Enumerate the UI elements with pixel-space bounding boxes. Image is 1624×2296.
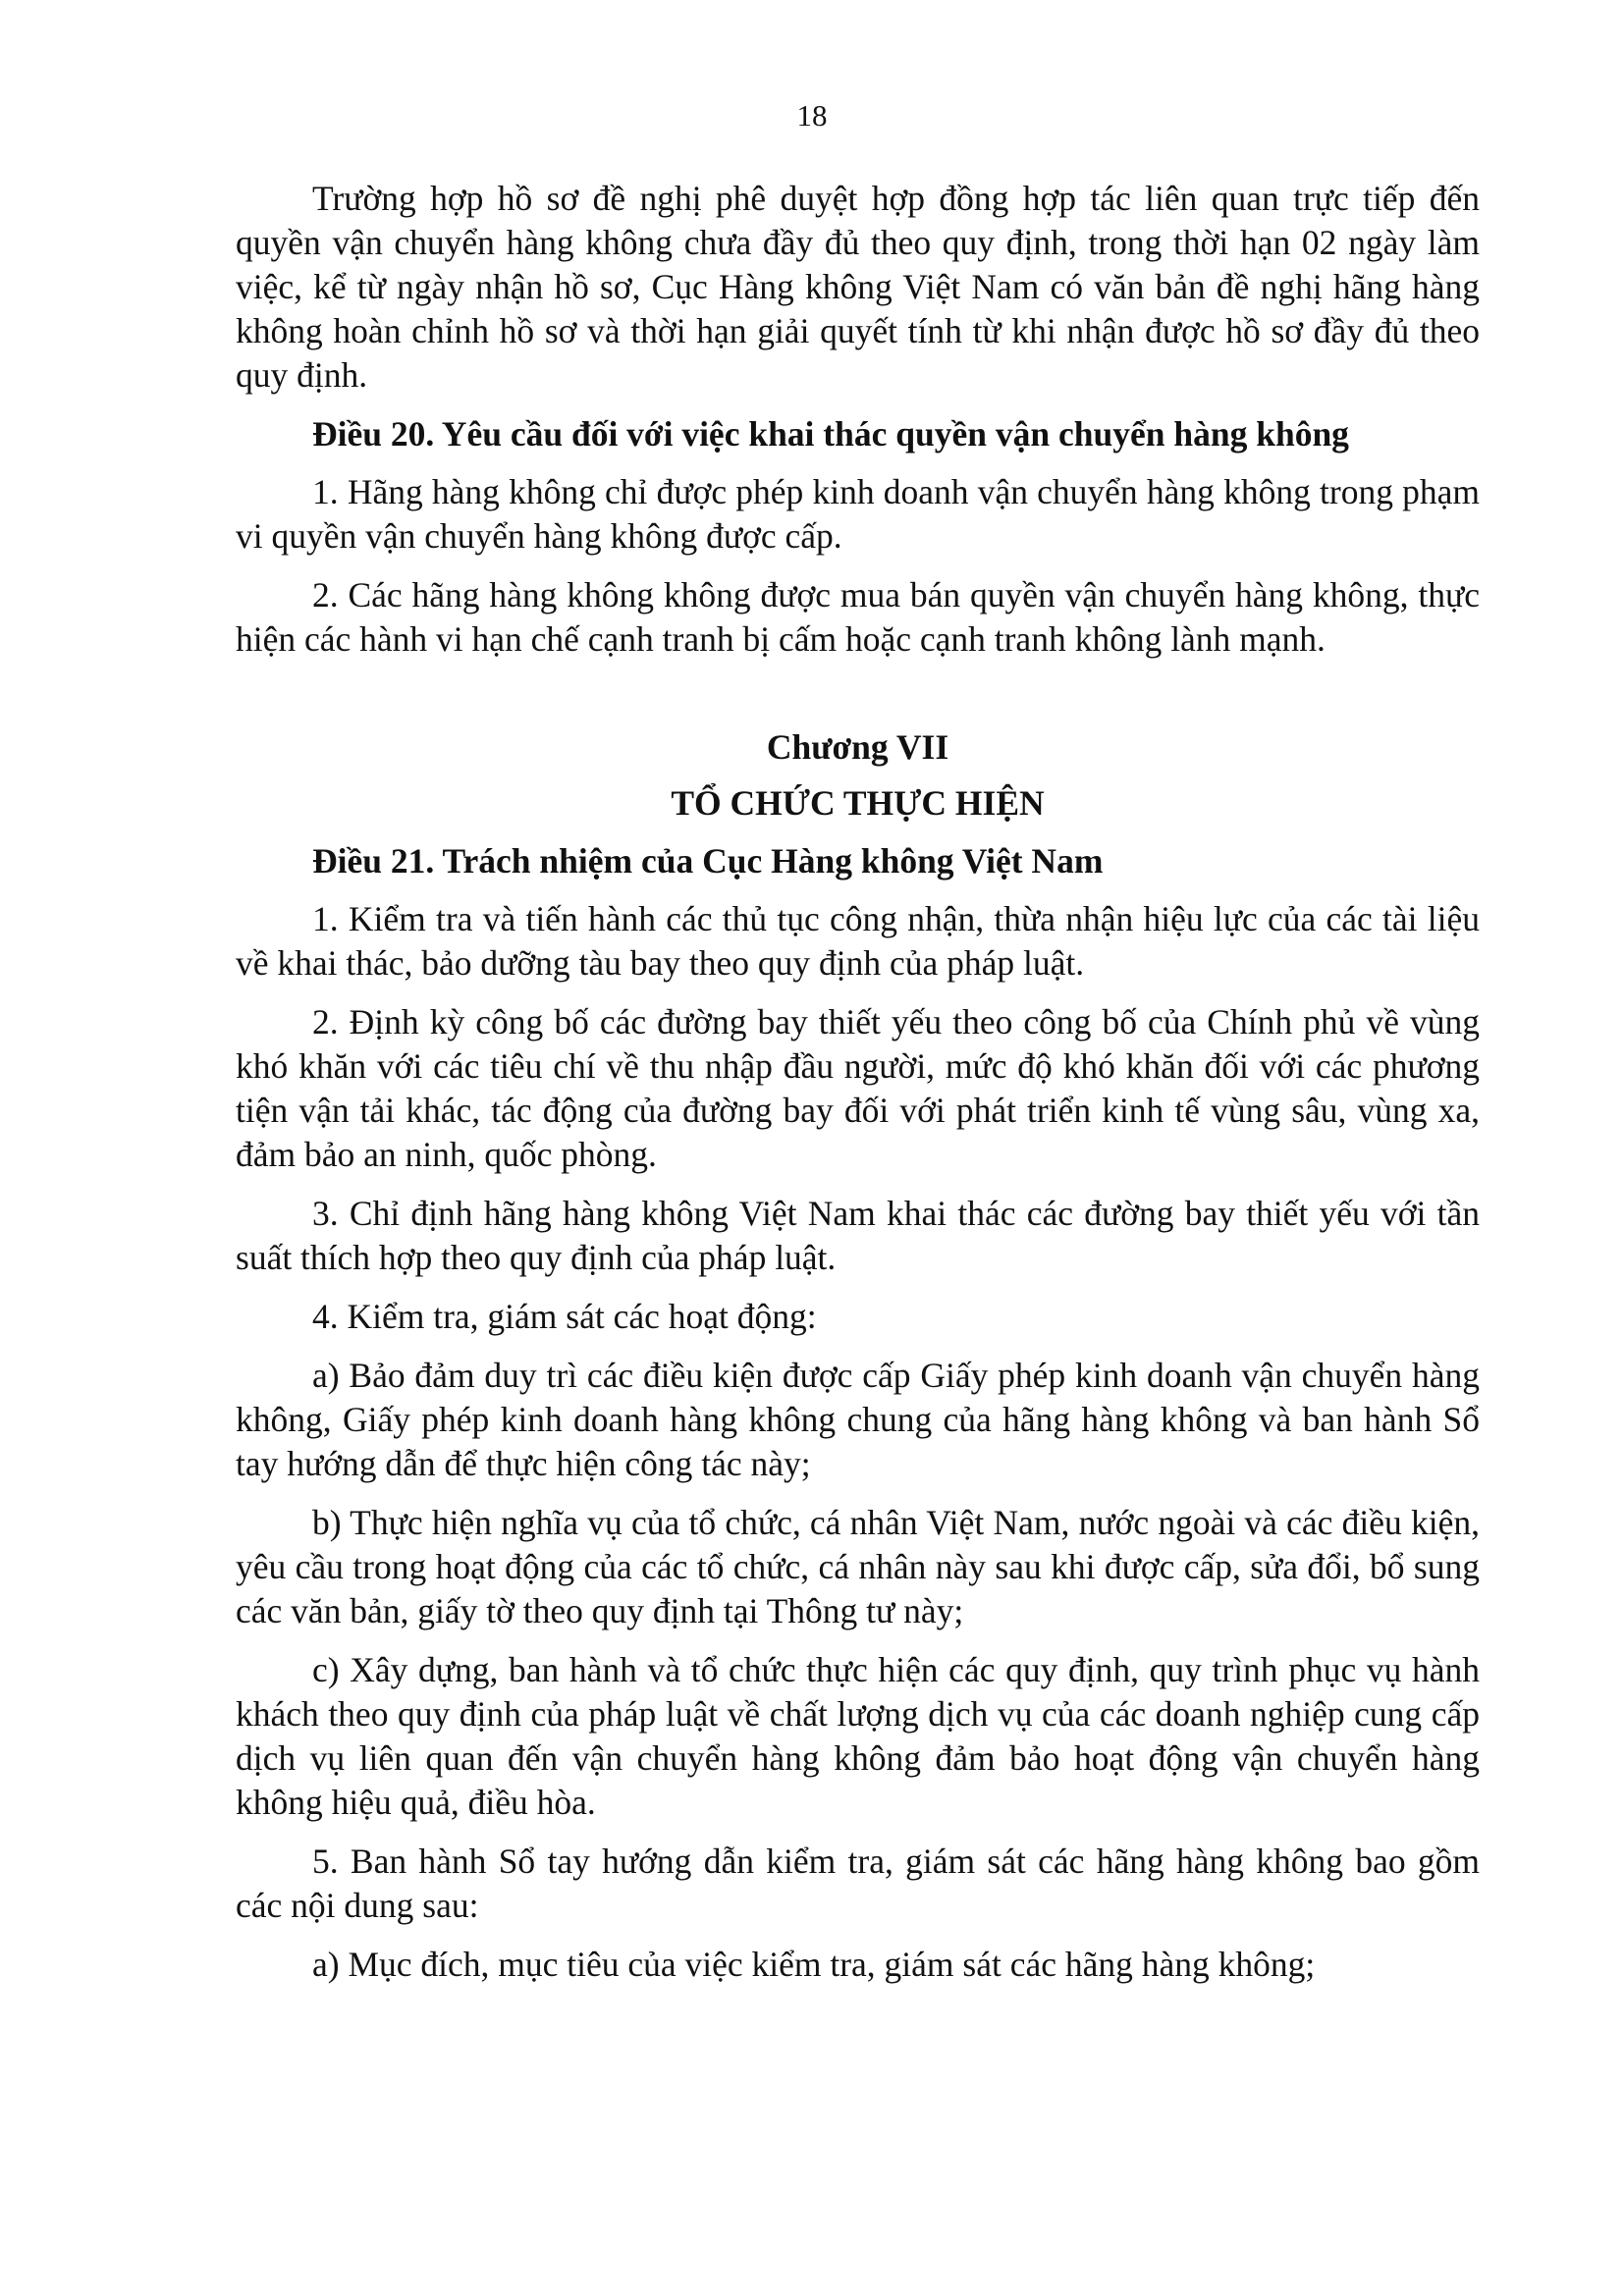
- page-number: 18: [796, 98, 828, 133]
- article-21-clause-5a: a) Mục đích, mục tiêu của việc kiểm tra, giám sát các hãng hàng không;: [312, 1945, 1316, 1984]
- article-21-clause-4a: a) Bảo đảm duy trì các điều kiện được cấp Giấy phép kinh doanh vận chuyển hàng không, Giấy phép kinh doanh hàng không chung của hãng hàng không và ban hành Sổ tay hướng dẫn để thực hiện công tác này;: [236, 1356, 1480, 1483]
- article-21-clause-4: 4. Kiểm tra, giám sát các hoạt động:: [312, 1297, 817, 1336]
- article-20-clause-2: 2. Các hãng hàng không không được mua bán quyền vận chuyển hàng không, thực hiện các hành vi hạn chế cạnh tranh bị cấm hoặc cạnh tranh không lành mạnh.: [236, 575, 1480, 659]
- article-21-clause-1: 1. Kiểm tra và tiến hành các thủ tục công nhận, thừa nhận hiệu lực của các tài liệu về khai thác, bảo dưỡng tàu bay theo quy định của pháp luật.: [236, 899, 1480, 983]
- article-20-heading: Điều 20. Yêu cầu đối với việc khai thác quyền vận chuyển hàng không: [312, 414, 1349, 454]
- paragraph-incomplete-dossier: Trường hợp hồ sơ đề nghị phê duyệt hợp đồng hợp tác liên quan trực tiếp đến quyền vận chuyển hàng không chưa đầy đủ theo quy định, trong thời hạn 02 ngày làm việc, kể từ ngày nhận hồ sơ, Cục Hàng không Việt Nam có văn bản đề nghị hãng hàng không hoàn chỉnh hồ sơ và thời hạn giải quyết tính từ khi nhận được hồ sơ đầy đủ theo quy định.: [236, 179, 1480, 395]
- article-21-clause-4b: b) Thực hiện nghĩa vụ của tổ chức, cá nhân Việt Nam, nước ngoài và các điều kiện, yêu cầu trong hoạt động của các tổ chức, cá nhân này sau khi được cấp, sửa đổi, bổ sung các văn bản, giấy tờ theo quy định tại Thông tư này;: [236, 1503, 1480, 1630]
- chapter-title: TỔ CHỨC THỰC HIỆN: [671, 783, 1045, 823]
- article-21-clause-4c: c) Xây dựng, ban hành và tổ chức thực hiện các quy định, quy trình phục vụ hành khách theo quy định của pháp luật về chất lượng dịch vụ của các doanh nghiệp cung cấp dịch vụ liên quan đến vận chuyển hàng không đảm bảo hoạt động vận chuyển hàng không hiệu quả, điều hòa.: [236, 1650, 1480, 1822]
- chapter-number: Chương VII: [766, 727, 949, 767]
- article-21-clause-3: 3. Chỉ định hãng hàng không Việt Nam khai thác các đường bay thiết yếu với tần suất thích hợp theo quy định của pháp luật.: [236, 1194, 1480, 1277]
- article-20-clause-1: 1. Hãng hàng không chỉ được phép kinh doanh vận chuyển hàng không trong phạm vi quyền vận chuyển hàng không được cấp.: [236, 472, 1480, 556]
- article-21-clause-5: 5. Ban hành Sổ tay hướng dẫn kiểm tra, giám sát các hãng hàng không bao gồm các nội dung sau:: [236, 1842, 1480, 1925]
- article-21-heading: Điều 21. Trách nhiệm của Cục Hàng không Việt Nam: [312, 841, 1104, 881]
- document-body: [236, 177, 1480, 2002]
- article-21-clause-2: 2. Định kỳ công bố các đường bay thiết yếu theo công bố của Chính phủ về vùng khó khăn với các tiêu chí về thu nhập đầu người, mức độ khó khăn đối với các phương tiện vận tải khác, tác động của đường bay đối với phát triển kinh tế vùng sâu, vùng xa, đảm bảo an ninh, quốc phòng.: [236, 1002, 1480, 1174]
